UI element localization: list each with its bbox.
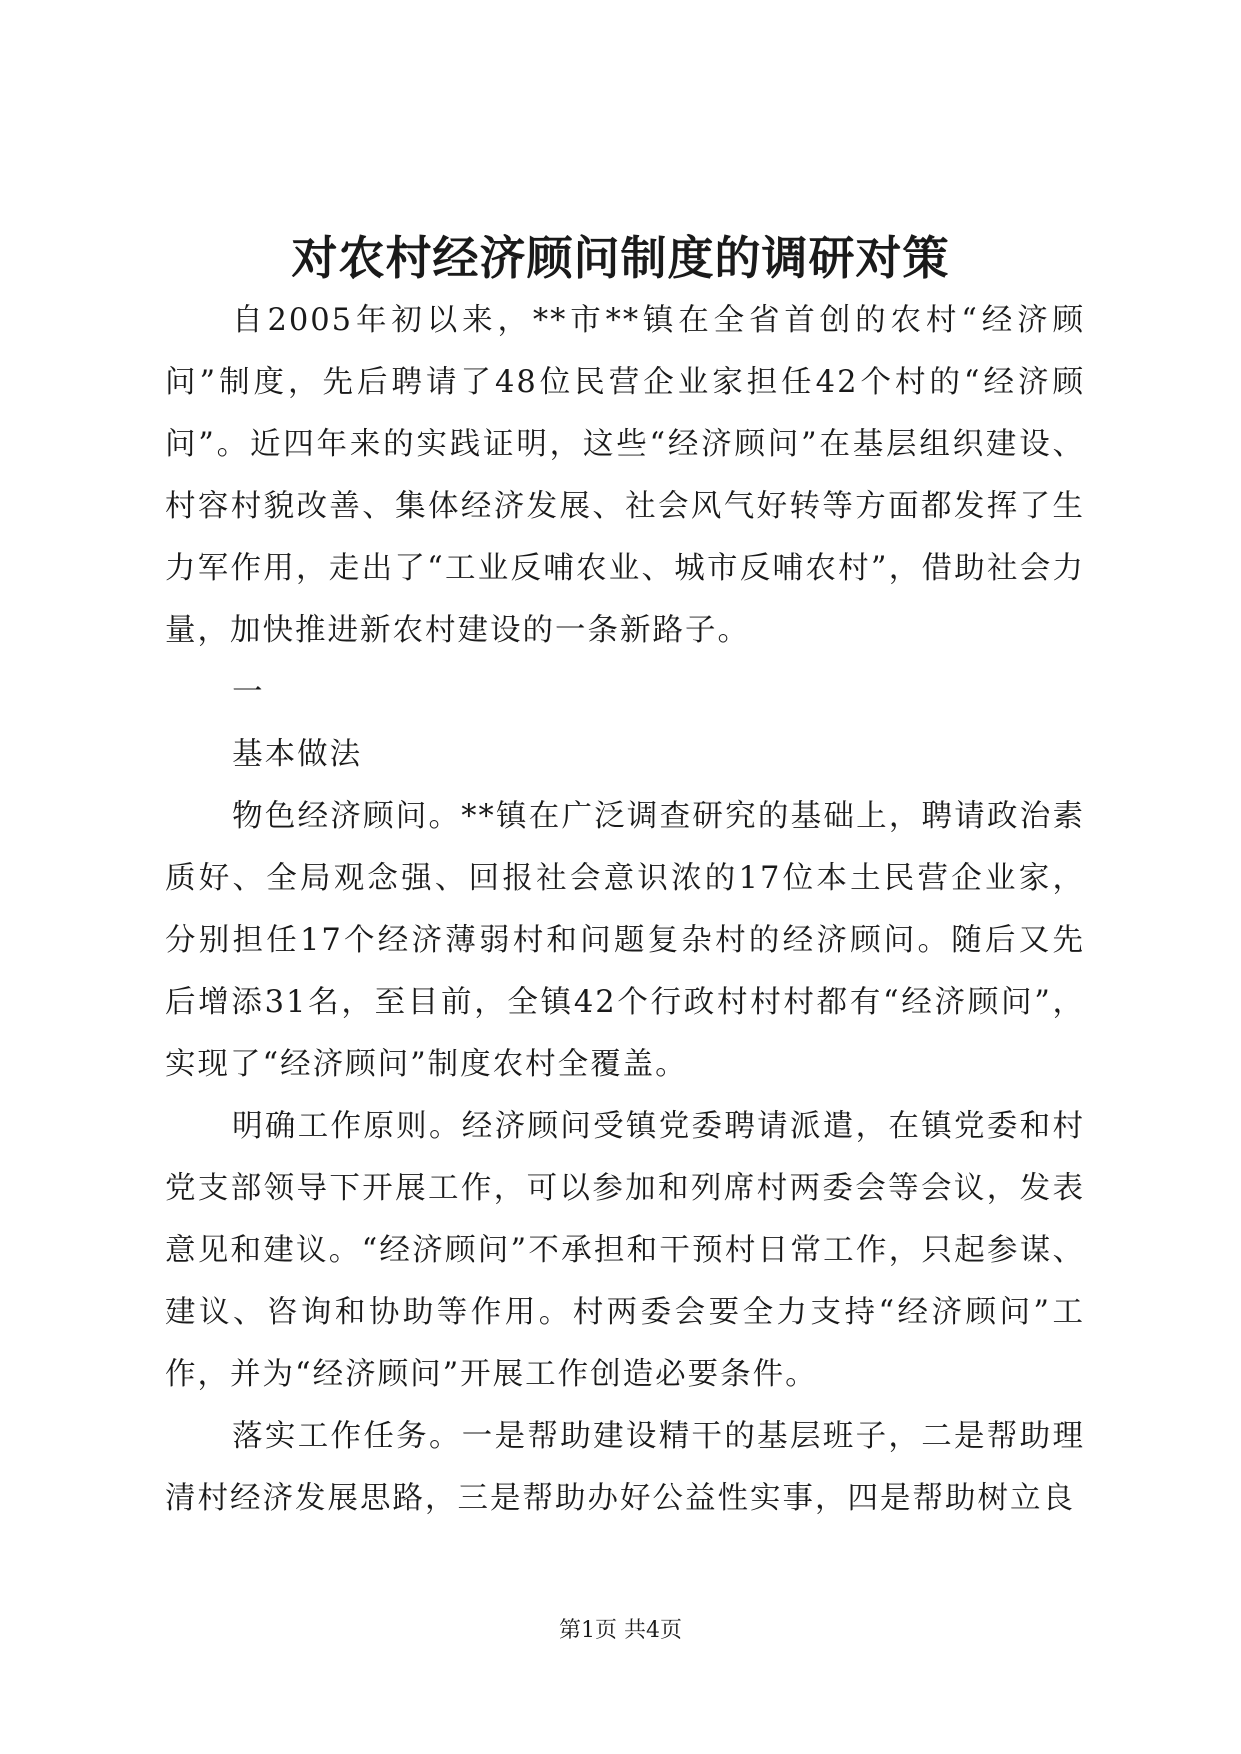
paragraph-select-advisors: 物色经济顾问。**镇在广泛调查研究的基础上，聘请政治素质好、全局观念强、回报社会意识浓的17位本土民营企业家，分别担任17个经济薄弱村和问题复杂村的经济顾问。随后又先后增添31名，至目前，全镇42个行政村村村都有“经济顾问”，实现了“经济顾问”制度农村全覆盖。: [165, 799, 1085, 1082]
paragraph-work-principles: 明确工作原则。经济顾问受镇党委聘请派遣，在镇党委和村党支部领导下开展工作，可以参加和列席村两委会等会议，发表意见和建议。“经济顾问”不承担和干预村日常工作，只起参谋、建议、咨询和协助等作用。村两委会要全力支持“经济顾问”工作，并为“经济顾问”开展工作创造必要条件。: [165, 1109, 1085, 1392]
page-footer: 第1页 共4页: [559, 1618, 682, 1643]
section-heading: 基本做法: [232, 737, 363, 772]
intro-paragraph: 自2005年初以来，**市**镇在全省首创的农村“经济顾问”制度，先后聘请了48位民营企业家担任42个村的“经济顾问”。近四年来的实践证明，这些“经济顾问”在基层组织建设、村容村貌改善、集体经济发展、社会风气好转等方面都发挥了生力军作用，走出了“工业反哺农业、城市反哺农村”，借助社会力量，加快推进新农村建设的一条新路子。: [165, 303, 1085, 648]
document-title: 对农村经济顾问制度的调研对策: [291, 231, 950, 285]
paragraph-work-tasks: 落实工作任务。一是帮助建设精干的基层班子，二是帮助理清村经济发展思路，三是帮助办好公益性实事，四是帮助树立良: [165, 1419, 1085, 1516]
section-number: 一: [232, 675, 265, 710]
document-body: [165, 290, 1085, 1530]
